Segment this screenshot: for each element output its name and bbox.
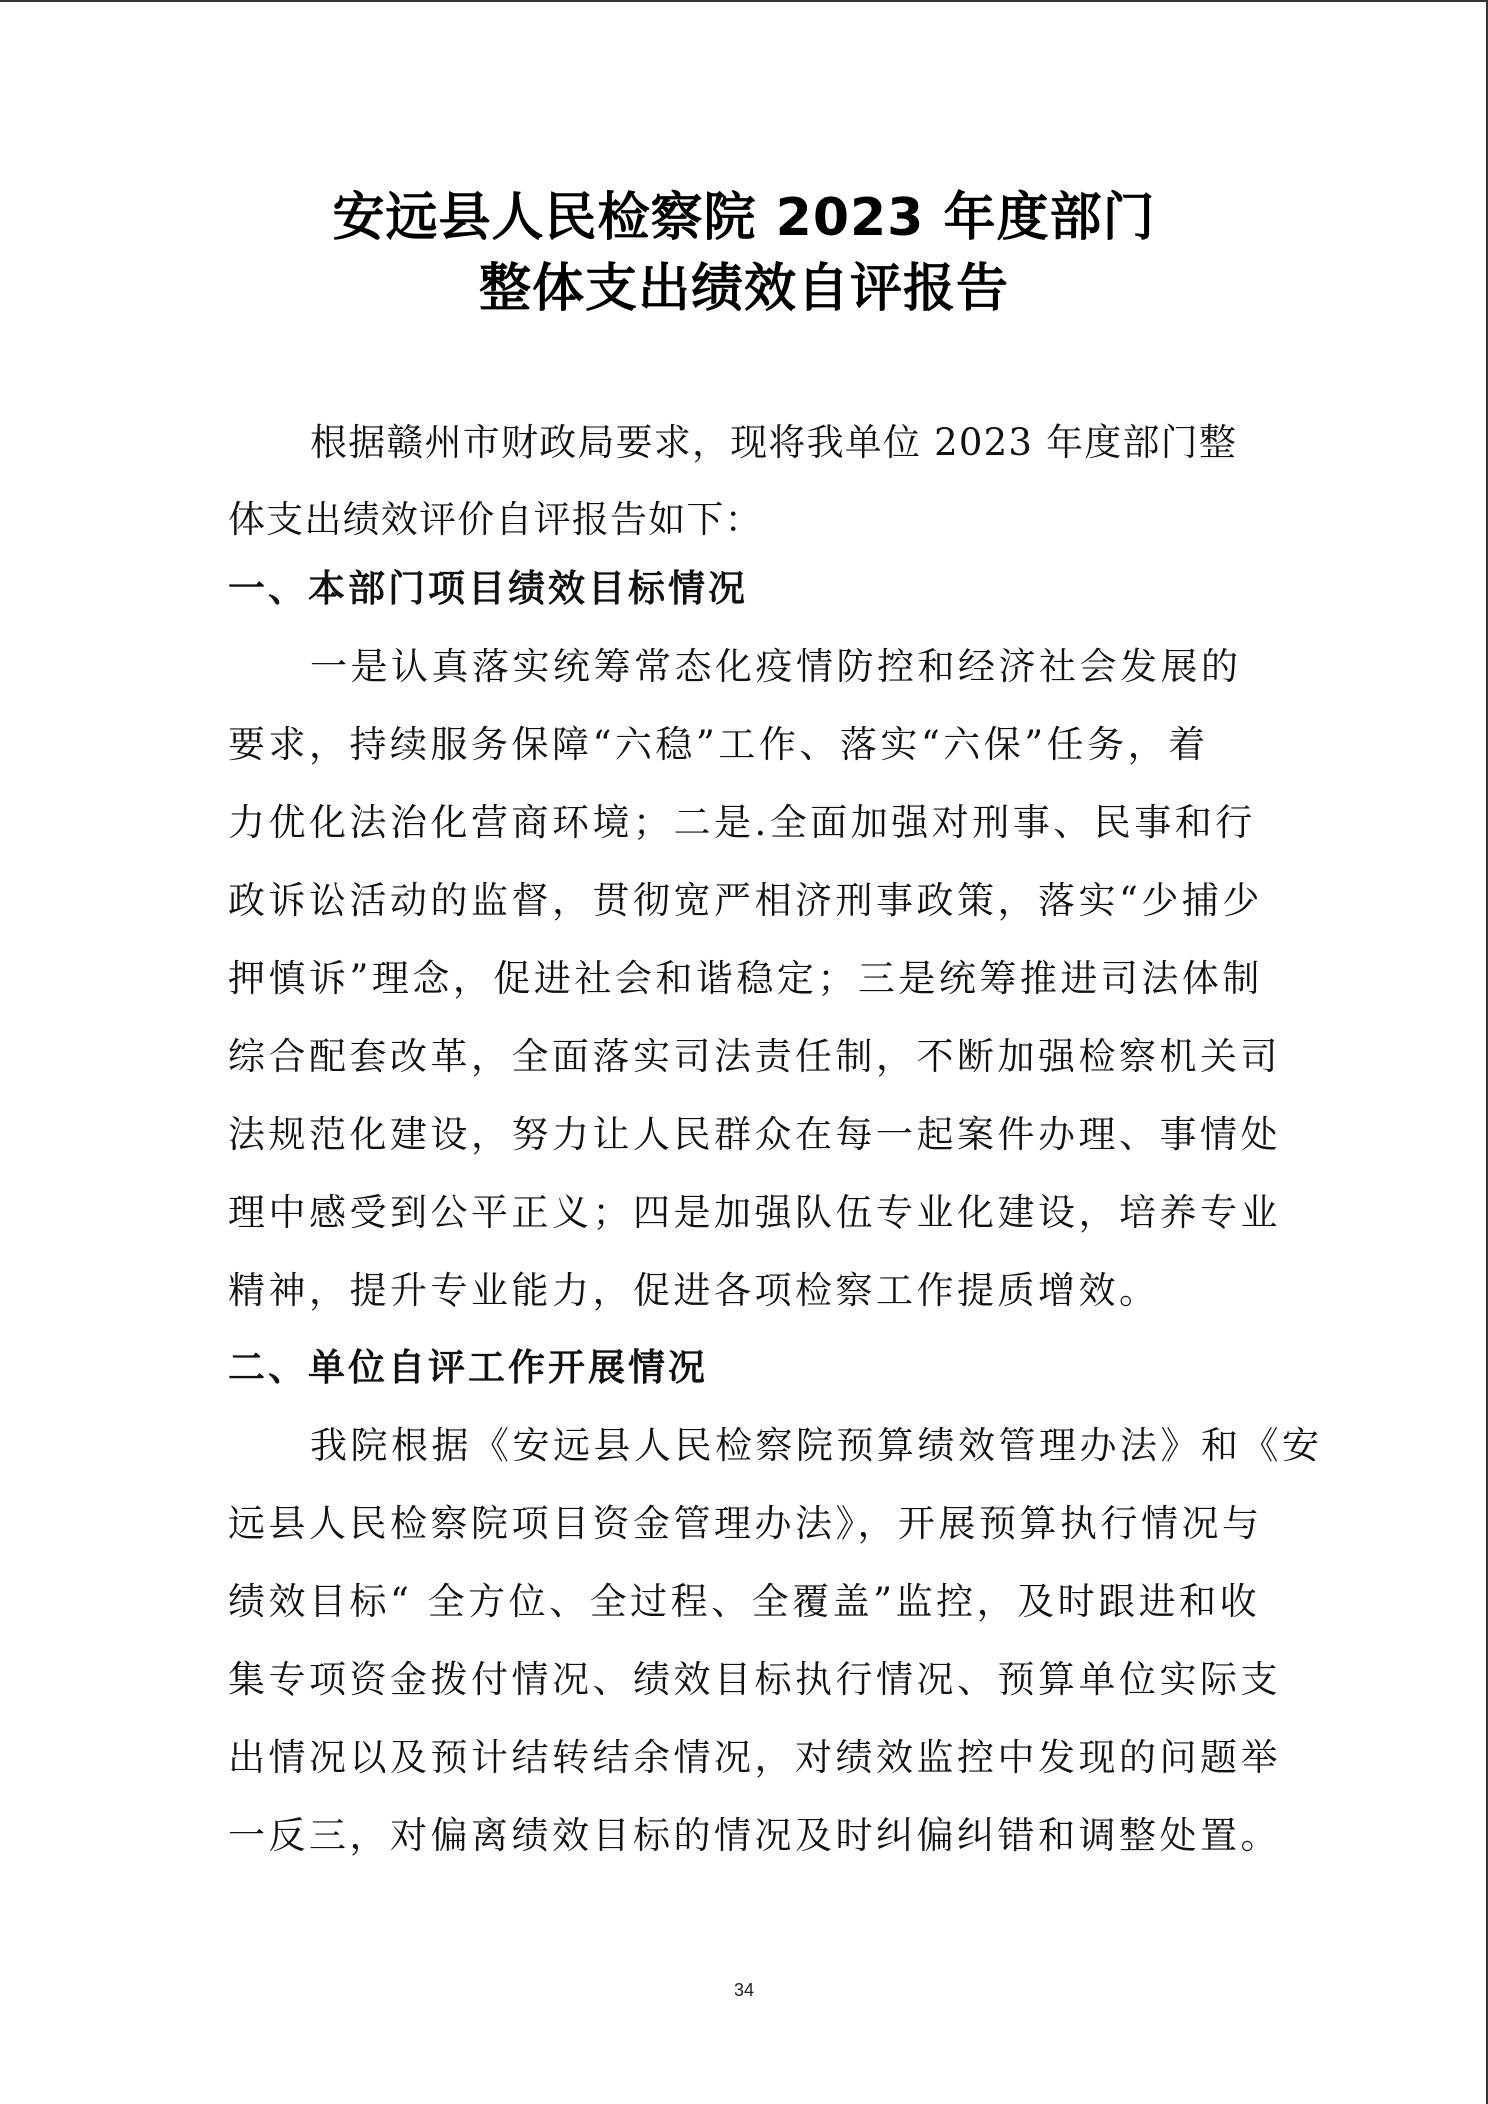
document-title-line-2: 整体支出绩效自评报告 bbox=[478, 259, 1009, 319]
document-title-line-1: 安远县人民检察院 2023 年度部门 bbox=[332, 188, 1156, 248]
section-1-line: 一是认真落实统筹常态化疫情防控和经济社会发展的 bbox=[310, 645, 1242, 688]
section-1-line: 要求，持续服务保障“六稳”工作、落实“六保”任务，着 bbox=[228, 723, 1209, 766]
page-number: 34 bbox=[733, 1980, 755, 2000]
section-2-line: 绩效目标“ 全方位、全过程、全覆盖”监控，及时跟进和收 bbox=[228, 1580, 1261, 1623]
section-2-line: 我院根据《安远县人民检察院预算绩效管理办法》和《安 bbox=[310, 1424, 1323, 1467]
section-1-line: 法规范化建设，努力让人民群众在每一起案件办理、事情处 bbox=[228, 1113, 1281, 1156]
intro-line-1: 根据赣州市财政局要求，现将我单位 2023 年度部门整 bbox=[310, 421, 1238, 464]
section-1-line: 理中感受到公平正义；四是加强队伍专业化建设，培养专业 bbox=[228, 1191, 1281, 1234]
intro-line-2: 体支出绩效评价自评报告如下： bbox=[228, 498, 763, 541]
section-2-heading: 二、单位自评工作开展情况 bbox=[228, 1346, 708, 1389]
section-1-line: 精神，提升专业能力，促进各项检察工作提质增效。 bbox=[228, 1269, 1160, 1312]
section-1-line: 押慎诉”理念，促进社会和谐稳定；三是统筹推进司法体制 bbox=[228, 957, 1263, 1000]
section-2-line: 远县人民检察院项目资金管理办法》，开展预算执行情况与 bbox=[228, 1502, 1263, 1545]
section-2-line: 一反三，对偏离绩效目标的情况及时纠偏纠错和调整处置。 bbox=[228, 1814, 1281, 1857]
section-1-line: 综合配套改革，全面落实司法责任制，不断加强检察机关司 bbox=[228, 1035, 1281, 1078]
section-2-line: 出情况以及预计结转结余情况，对绩效监控中发现的问题举 bbox=[228, 1736, 1281, 1779]
page-top-border bbox=[0, 0, 1488, 2]
section-1-heading: 一、本部门项目绩效目标情况 bbox=[228, 567, 748, 610]
section-1-line: 力优化法治化营商环境；二是.全面加强对刑事、民事和行 bbox=[228, 801, 1256, 844]
section-1-line: 政诉讼活动的监督，贯彻宽严相济刑事政策，落实“少捕少 bbox=[228, 879, 1263, 922]
section-2-line: 集专项资金拨付情况、绩效目标执行情况、预算单位实际支 bbox=[228, 1658, 1281, 1701]
